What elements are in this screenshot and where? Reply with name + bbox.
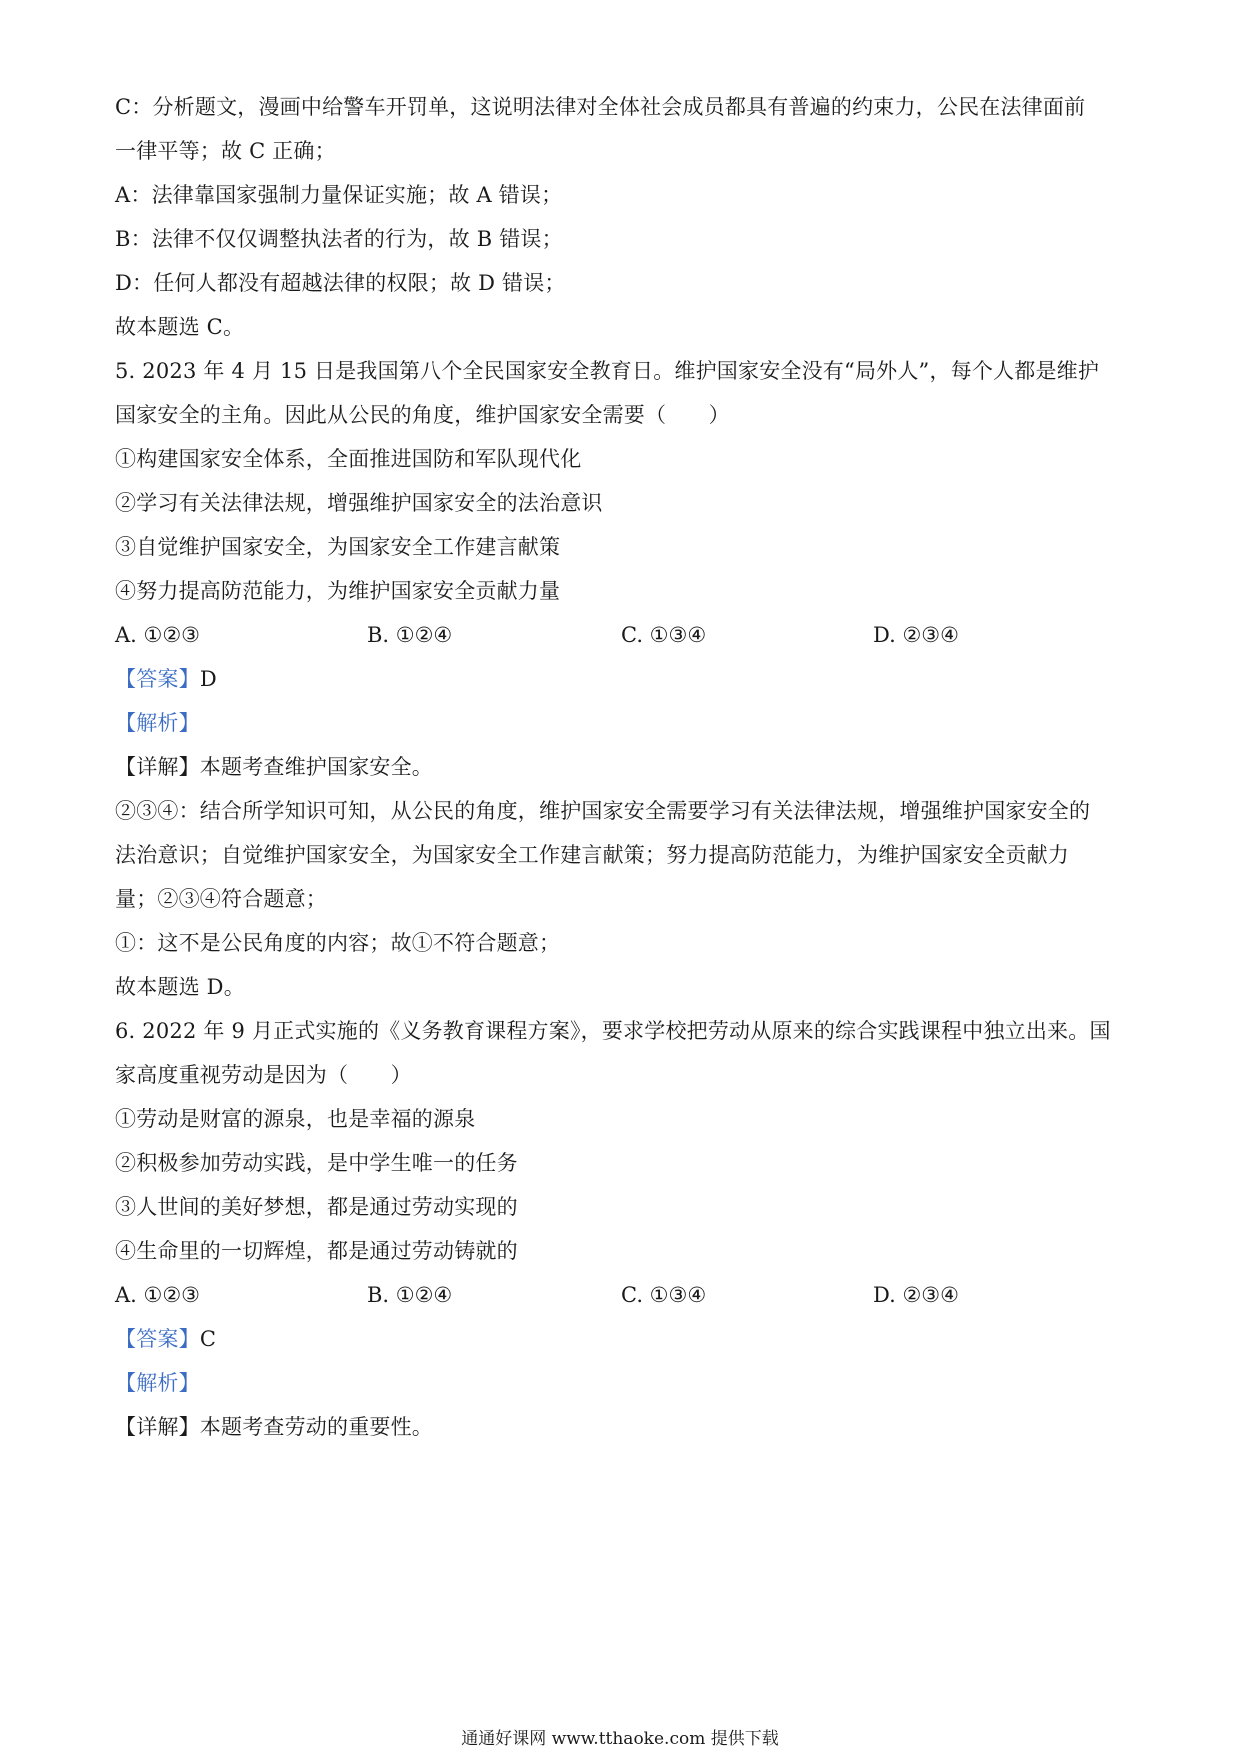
q5-stem-line-2: 国家安全的主角。因此从公民的角度，维护国家安全需要（ ） <box>115 403 730 427</box>
q5-detail: 【详解】本题考查维护国家安全。 <box>115 755 433 779</box>
q4-analysis-line-2: 一律平等；故 C 正确； <box>115 139 336 163</box>
answer-tag: 【答案】 <box>115 1327 200 1351</box>
q6-option-b: B. ①②④ <box>367 1283 453 1307</box>
q6-answer <box>115 1324 216 1354</box>
q6-option-c: C. ①③④ <box>621 1283 707 1307</box>
q5-analysis-heading <box>115 708 200 738</box>
q6-item-3: ③人世间的美好梦想，都是通过劳动实现的 <box>115 1195 518 1219</box>
analysis-tag: 【解析】 <box>115 711 200 735</box>
q6-stem-line-2: 家高度重视劳动是因为（ ） <box>115 1063 412 1087</box>
q5-option-b: B. ①②④ <box>367 623 453 647</box>
q5-item-2: ②学习有关法律法规，增强维护国家安全的法治意识 <box>115 491 603 515</box>
q5-explanation-line-2: 法治意识；自觉维护国家安全，为国家安全工作建言献策；努力提高防范能力，为维护国家安全贡献力 <box>115 843 1069 867</box>
q5-explanation-line-1: ②③④：结合所学知识可知，从公民的角度，维护国家安全需要学习有关法律法规，增强维护国家安全的 <box>115 799 1091 823</box>
q5-answer <box>115 664 217 694</box>
q5-item-4: ④努力提高防范能力，为维护国家安全贡献力量 <box>115 579 561 603</box>
q4-analysis-line-1: C：分析题文，漫画中给警车开罚单，这说明法律对全体社会成员都具有普遍的约束力，公民在法律面前 <box>115 95 1086 119</box>
q5-item-3: ③自觉维护国家安全，为国家安全工作建言献策 <box>115 535 561 559</box>
q6-analysis-heading <box>115 1368 200 1398</box>
q5-option-d: D. ②③④ <box>873 623 959 647</box>
q6-item-4: ④生命里的一切辉煌，都是通过劳动铸就的 <box>115 1239 518 1263</box>
q4-analysis-line-4: B：法律不仅仅调整执法者的行为，故 B 错误； <box>115 227 563 251</box>
q4-analysis-line-3: A：法律靠国家强制力量保证实施；故 A 错误； <box>115 183 563 207</box>
q6-option-d: D. ②③④ <box>873 1283 959 1307</box>
q6-detail: 【详解】本题考查劳动的重要性。 <box>115 1415 433 1439</box>
q5-option-a: A. ①②③ <box>115 623 200 647</box>
q5-explanation-line-3: 量；②③④符合题意； <box>115 887 327 911</box>
page-footer: 通通好课网 www.tthaoke.com 提供下载 <box>461 1729 779 1749</box>
answer-value: D <box>199 667 217 691</box>
q6-item-1: ①劳动是财富的源泉，也是幸福的源泉 <box>115 1107 476 1131</box>
q6-option-a: A. ①②③ <box>115 1283 200 1307</box>
q4-analysis-line-5: D：任何人都没有超越法律的权限；故 D 错误； <box>115 271 566 295</box>
analysis-tag: 【解析】 <box>115 1371 200 1395</box>
q6-stem-line-1: 6. 2022 年 9 月正式实施的《义务教育课程方案》，要求学校把劳动从原来的综合实践课程中独立出来。国 <box>115 1019 1111 1043</box>
q4-conclusion: 故本题选 C。 <box>115 315 245 339</box>
q5-conclusion: 故本题选 D。 <box>115 975 245 999</box>
q5-explanation-line-4: ①：这不是公民角度的内容；故①不符合题意； <box>115 931 561 955</box>
q5-stem-line-1: 5. 2023 年 4 月 15 日是我国第八个全民国家安全教育日。维护国家安全没有“局外人”，每个人都是维护 <box>115 359 1100 383</box>
q5-item-1: ①构建国家安全体系，全面推进国防和军队现代化 <box>115 447 582 471</box>
q6-item-2: ②积极参加劳动实践，是中学生唯一的任务 <box>115 1151 518 1175</box>
q5-option-c: C. ①③④ <box>621 623 707 647</box>
answer-value: C <box>199 1327 217 1351</box>
answer-tag: 【答案】 <box>115 667 200 691</box>
